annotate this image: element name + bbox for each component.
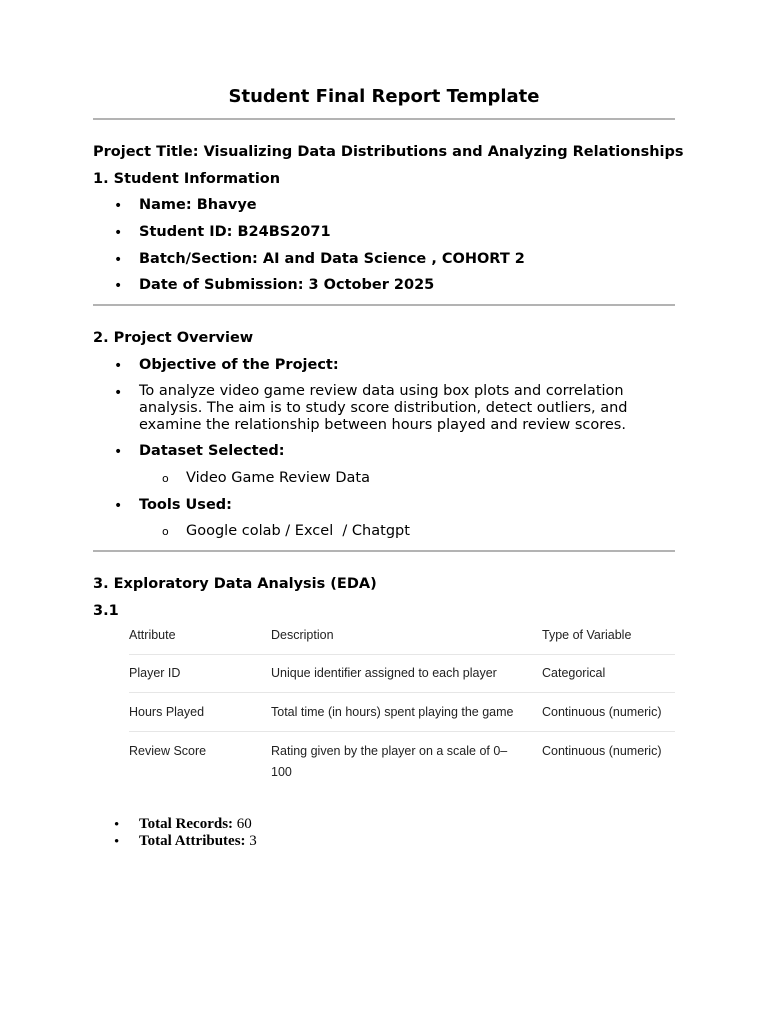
section-heading-student-info: 1. Student Information bbox=[93, 171, 281, 187]
circle-bullet-icon: o bbox=[162, 472, 169, 485]
table-cell: Categorical bbox=[542, 666, 606, 680]
table-header-row bbox=[129, 624, 675, 655]
submission-date: Date of Submission: 3 October 2025 bbox=[139, 277, 435, 293]
bullet-icon: • bbox=[114, 498, 123, 514]
student-name: Name: Bhavye bbox=[139, 197, 257, 213]
table-cell: Player ID bbox=[129, 666, 181, 680]
table-row bbox=[129, 693, 675, 732]
dataset-value: Video Game Review Data bbox=[186, 470, 370, 486]
table-cell: Unique identifier assigned to each player bbox=[271, 666, 497, 680]
bullet-icon: • bbox=[114, 225, 123, 241]
table-row bbox=[129, 655, 675, 693]
divider bbox=[93, 118, 675, 120]
total-records bbox=[139, 816, 252, 833]
tools-label: Tools Used: bbox=[139, 497, 232, 513]
divider bbox=[93, 550, 675, 552]
bullet-icon: • bbox=[114, 358, 123, 374]
circle-bullet-icon: o bbox=[162, 525, 169, 538]
batch-section: Batch/Section: AI and Data Science , COHORT 2 bbox=[139, 251, 525, 267]
total-records-value: 60 bbox=[236, 816, 252, 832]
table-header-description: Description bbox=[271, 628, 334, 642]
total-records-label: Total Records: bbox=[139, 816, 234, 832]
table-row bbox=[129, 732, 675, 792]
total-attributes-value: 3 bbox=[249, 833, 257, 849]
bullet-icon: • bbox=[114, 385, 123, 401]
total-attributes bbox=[139, 833, 257, 850]
bullet-icon: • bbox=[114, 252, 123, 268]
objective-label: Objective of the Project: bbox=[139, 357, 339, 373]
bullet-icon: • bbox=[114, 834, 120, 850]
table-cell: Hours Played bbox=[129, 705, 205, 719]
tools-value: Google colab / Excel / Chatgpt bbox=[186, 523, 410, 539]
table-cell: Review Score bbox=[129, 744, 207, 758]
table-cell: Total time (in hours) spent playing the game bbox=[271, 705, 514, 719]
table-cell: Continuous (numeric) bbox=[542, 705, 662, 719]
table-header-type: Type of Variable bbox=[542, 628, 632, 642]
bullet-icon: • bbox=[114, 444, 123, 460]
table-header-attribute: Attribute bbox=[129, 628, 176, 642]
student-id: Student ID: B24BS2071 bbox=[139, 224, 331, 240]
bullet-icon: • bbox=[114, 817, 120, 833]
section-heading-eda: 3. Exploratory Data Analysis (EDA) bbox=[93, 576, 377, 592]
table-cell: Rating given by the player on a scale of 0–100 bbox=[271, 744, 508, 779]
table-cell: Continuous (numeric) bbox=[542, 744, 662, 758]
attributes-table bbox=[129, 624, 675, 791]
dataset-label: Dataset Selected: bbox=[139, 443, 285, 459]
bullet-icon: • bbox=[114, 198, 123, 214]
divider bbox=[93, 304, 675, 306]
project-title: Project Title: Visualizing Data Distributions and Analyzing Relationships bbox=[93, 144, 684, 160]
document-title: Student Final Report Template bbox=[228, 86, 540, 107]
total-attributes-label: Total Attributes: bbox=[139, 833, 246, 849]
section-heading-overview: 2. Project Overview bbox=[93, 330, 254, 346]
bullet-icon: • bbox=[114, 278, 123, 294]
objective-text: To analyze video game review data using box plots and correlation analysis. The aim is to study score distribution, detect outliers, and examine the relationship between hours played and review scores. bbox=[139, 383, 628, 433]
eda-subheading: 3.1 bbox=[93, 603, 119, 619]
